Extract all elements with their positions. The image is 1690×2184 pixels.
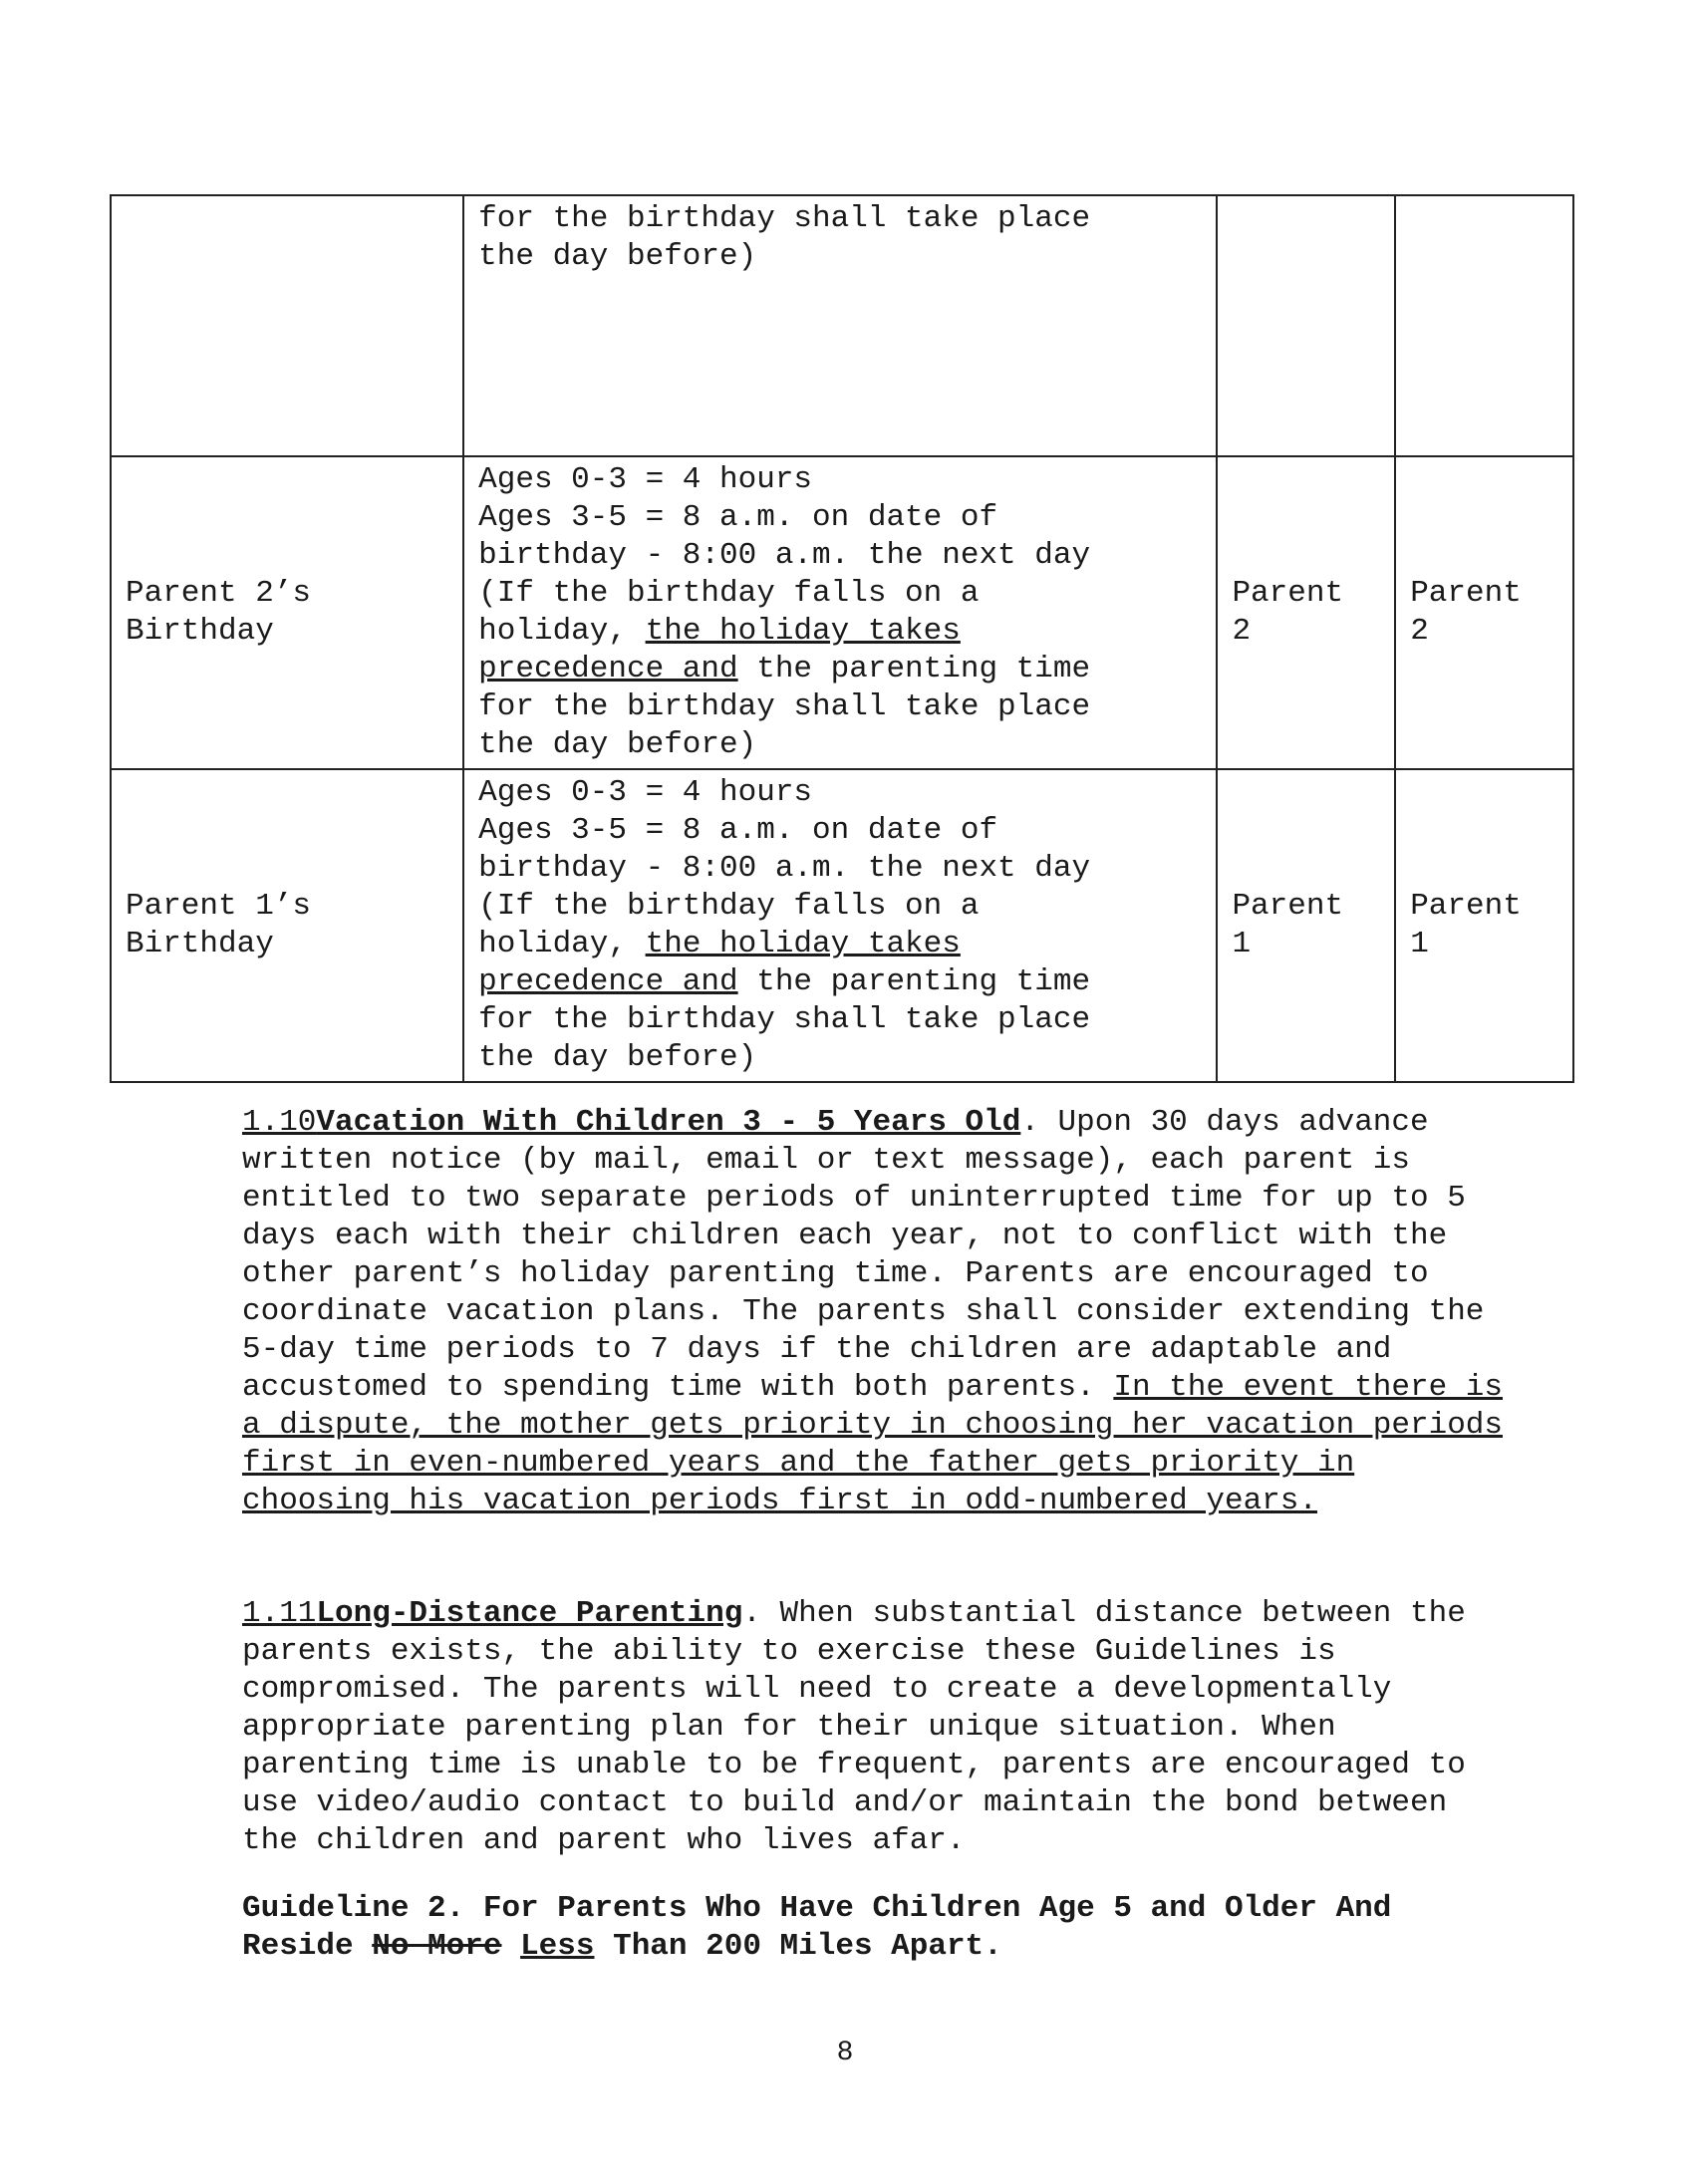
amended-text: the holiday takes (645, 927, 961, 961)
schedule-text: the parenting time (737, 964, 1091, 999)
section-1-10 (242, 1104, 1508, 1520)
event-cell (111, 195, 463, 456)
schedule-cell (463, 456, 1217, 769)
schedule-line (478, 651, 1202, 688)
even-year-cell (1217, 195, 1395, 456)
schedule-line: Ages 0-3 = 4 hours (478, 462, 813, 497)
odd-year-cell: Parent 1 (1395, 769, 1573, 1082)
odd-year-cell (1395, 195, 1573, 456)
guideline-text: Than 200 Miles Apart. (594, 1929, 1002, 1964)
amended-text: In the event there is a dispute, the mother gets priority in choosing her vacation periods first in even-numbered years and the father gets priority in choosing his vacation periods first in odd-numbered years. (242, 1370, 1504, 1518)
schedule-line (478, 926, 1202, 963)
table-row (111, 456, 1573, 769)
inserted-text: Less (520, 1929, 595, 1964)
schedule-cell (463, 195, 1217, 456)
schedule-line: (If the birthday falls on a (478, 576, 980, 611)
table-row (111, 195, 1573, 456)
page-number: 8 (836, 2038, 854, 2068)
schedule-text: the parenting time (737, 652, 1091, 686)
event-cell: Parent 2’s Birthday (111, 456, 463, 769)
event-cell: Parent 1’s Birthday (111, 769, 463, 1082)
schedule-line: the day before) (478, 1040, 757, 1075)
schedule-line: (If the birthday falls on a (478, 889, 980, 924)
section-1-11 (242, 1595, 1508, 1860)
schedule-line: for the birthday shall take place (478, 1002, 1091, 1037)
schedule-line: Ages 0-3 = 4 hours (478, 775, 813, 810)
section-number: 1.10 (242, 1105, 317, 1140)
schedule-text: holiday, (478, 614, 646, 649)
schedule-line: Ages 3-5 = 8 a.m. on date of (478, 813, 998, 848)
struck-text: No More (372, 1929, 502, 1964)
section-body: . When substantial distance between the parents exists, the ability to exercise these Guidelines is compromised. The parents will need to create a developmentally appropriate parenting plan for their unique situation. When parenting time is unable to be frequent, parents are encouraged to use video/audio contact to build and/or maintain the bond between the children and parent who lives afar. (242, 1596, 1466, 1858)
schedule-line (478, 613, 1202, 651)
section-number: 1.11 (242, 1596, 317, 1631)
amended-text: precedence and (478, 964, 738, 999)
even-year-cell: Parent 2 (1217, 456, 1395, 769)
schedule-line: for the birthday shall take place (478, 689, 1091, 724)
schedule-line: for the birthday shall take place (478, 201, 1091, 236)
schedule-cell (463, 769, 1217, 1082)
amended-text: precedence and (478, 652, 738, 686)
schedule-line: birthday - 8:00 a.m. the next day (478, 538, 1091, 573)
section-heading: Vacation With Children 3 - 5 Years Old (316, 1105, 1021, 1140)
guideline-text: Guideline 2. For Parents Who Have Children Age 5 and Older And Reside (242, 1891, 1392, 1964)
schedule-text: holiday, (478, 927, 646, 961)
schedule-line: the day before) (478, 727, 757, 762)
schedule-line (478, 963, 1202, 1001)
even-year-cell: Parent 1 (1217, 769, 1395, 1082)
table-row (111, 769, 1573, 1082)
schedule-line: Ages 3-5 = 8 a.m. on date of (478, 500, 998, 535)
birthday-schedule-table (110, 194, 1574, 1083)
odd-year-cell: Parent 2 (1395, 456, 1573, 769)
schedule-line: birthday - 8:00 a.m. the next day (478, 851, 1091, 886)
section-heading: Long-Distance Parenting (316, 1596, 743, 1631)
section-body: . Upon 30 days advance written notice (by mail, email or text message), each parent is entitled to two separate periods of uninterrupted time for up to 5 days each with their children each year, not to conflict with the other parent’s holiday parenting time. Parents are encouraged to coordinate vacation plans. The parents shall consider extending the 5-day time periods to 7 days if the children are adaptable and accustomed to spending time with both parents. (242, 1105, 1485, 1405)
guideline-2-heading (242, 1890, 1508, 1966)
amended-text: the holiday takes (645, 614, 961, 649)
schedule-line: the day before) (478, 239, 757, 274)
